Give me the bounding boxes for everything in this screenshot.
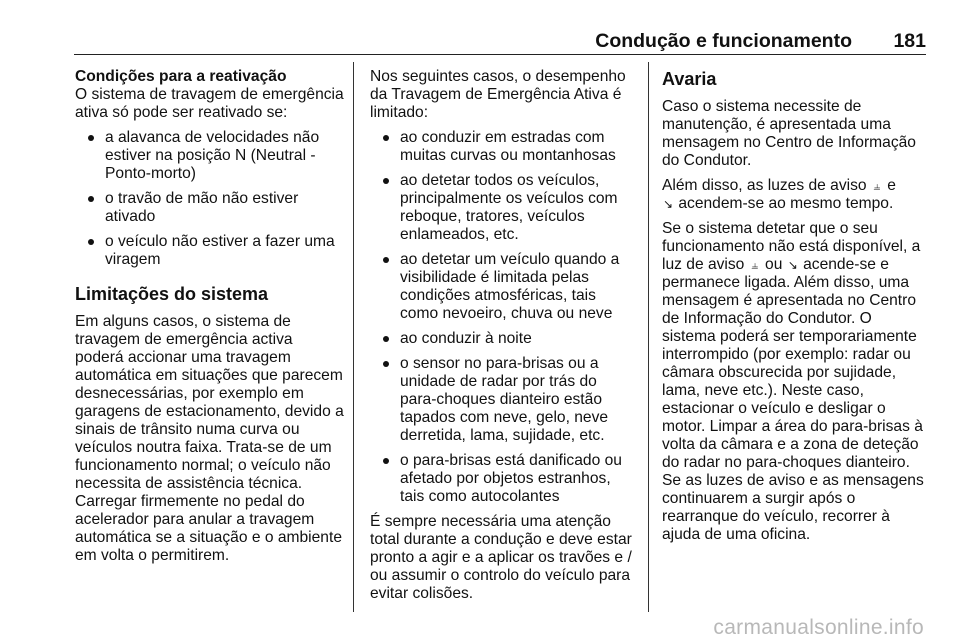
column-divider-2	[648, 62, 649, 612]
fault-paragraph-3: Se o sistema detetar que o seu funcionamento não está disponível, a luz de aviso ⫨ ou ↘ acende-se e permanece ligada. Além disso, uma mensagem é apresentada no Centro de Informação do Condutor. O sistema poderá ser temporariamente interrompido (por exemplo: radar ou câmara obscurecida por sujidade, lama, neve etc.). Neste caso, estacionar o veículo e desligar o motor. Limpar a área do para-brisas à volta da câmara e a zona de deteção do radar no para-choques dianteiro. Se as luzes de aviso e as mensagens continuarem a surgir após o rearranque do veículo, recorrer à ajuda de uma oficina.	[662, 220, 924, 543]
column-divider-1	[353, 62, 354, 612]
list-item: o travão de mão não estiver ativado	[75, 190, 345, 226]
list-item: a alavanca de velocidades não estiver na posição N (Neutral - Ponto-morto)	[75, 129, 345, 183]
fault-paragraph-2: Além disso, as luzes de aviso ⫨ e ↘ acendem-se ao mesmo tempo.	[662, 177, 896, 212]
reactivation-intro: O sistema de travagem de emergência ativa só pode ser reativado se:	[75, 86, 344, 121]
forward-collision-warning-icon: ⫨	[873, 179, 881, 193]
column-1	[75, 68, 345, 572]
list-item: ao conduzir à noite	[370, 330, 634, 348]
list-item: o para-brisas está danificado ou afetado por objetos estranhos, tais como autocolantes	[370, 452, 634, 506]
forward-collision-warning-icon: ⫨	[751, 258, 759, 272]
page-title: Condução e funcionamento	[595, 30, 852, 52]
list-item: ao detetar todos os veículos, principalmente os veículos com reboque, tratores, veículos enlameados, etc.	[370, 172, 634, 244]
list-item: o sensor no para-brisas ou a unidade de radar por trás do para-choques dianteiro estão tapados com neve, gelo, neve derretida, lama, sujidade, etc.	[370, 355, 634, 445]
lane-warning-icon: ↘	[662, 197, 674, 211]
watermark: carmanualsonline.info	[713, 616, 924, 639]
list-item: ao detetar um veículo quando a visibilidade é limitada pelas condições atmosféricas, tais como nevoeiro, chuva ou neve	[370, 251, 634, 323]
attention-paragraph: É sempre necessária uma atenção total durante a condução e deve estar pronto a agir e a aplicar os travões e / ou assumir o controlo do veículo para evitar colisões.	[370, 513, 632, 602]
heading-limitations: Limitações do sistema	[75, 284, 269, 304]
performance-intro: Nos seguintes casos, o desempenho da Travagem de Emergência Ativa é limitado:	[370, 68, 626, 121]
column-3	[662, 68, 928, 551]
heading-fault: Avaria	[662, 69, 717, 89]
limited-cases-list	[370, 129, 634, 506]
page-number: 181	[893, 30, 926, 52]
reactivation-list	[75, 129, 345, 269]
list-item: o veículo não estiver a fazer uma viragem	[75, 233, 345, 269]
fault-paragraph-1: Caso o sistema necessite de manutenção, é apresentada uma mensagem no Centro de Informação do Condutor.	[662, 98, 916, 169]
list-item: ao conduzir em estradas com muitas curvas ou montanhosas	[370, 129, 634, 165]
subheading-reactivation: Condições para a reativação	[75, 68, 287, 85]
page-header	[74, 28, 926, 55]
lane-warning-icon: ↘	[787, 258, 798, 272]
limitations-paragraph: Em alguns casos, o sistema de travagem de emergência activa poderá accionar uma travagem automática em situações que parecem desnecessárias, por exemplo em garagens de estacionamento, devido a sinais de trânsito numa curva ou veículos noutra faixa. Trata-se de um funcionamento normal; o veículo não necessita de assistência técnica. Carregar firmemente no pedal do acelerador para anular a travagem automática se a situação e o ambiente em volta o permitirem.	[75, 313, 344, 564]
column-2	[370, 68, 634, 610]
